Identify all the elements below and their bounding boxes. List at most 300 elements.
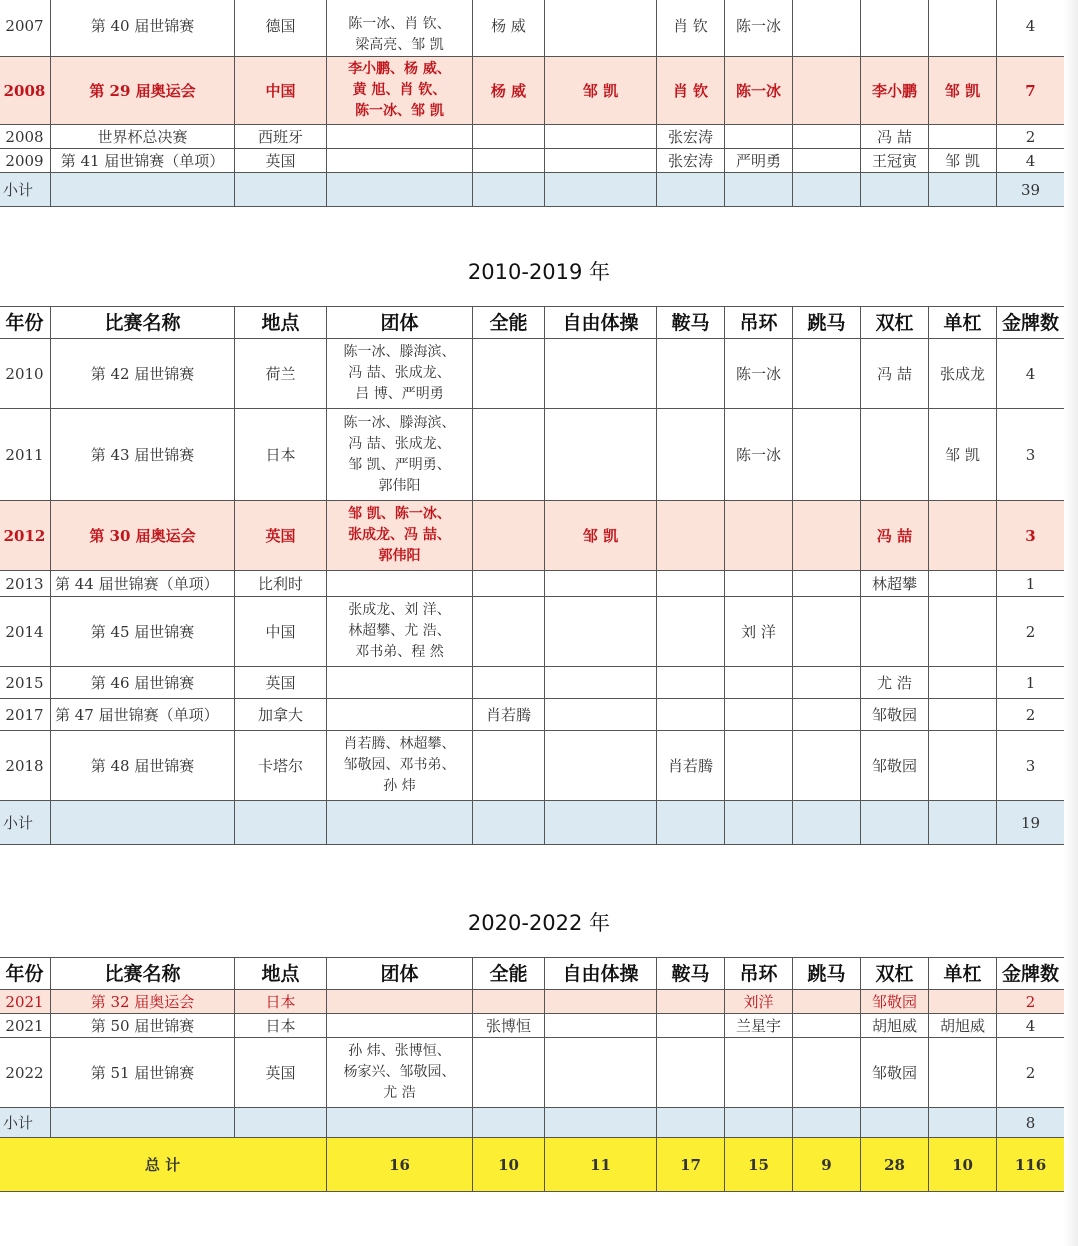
column-header: 团体 xyxy=(327,958,473,990)
table-cell: 2011 xyxy=(0,409,51,501)
table-cell xyxy=(929,699,997,731)
table-cell: 英国 xyxy=(235,501,327,571)
table-cell: 第 48 届世锦赛 xyxy=(51,731,235,801)
table-cell: 加拿大 xyxy=(235,699,327,731)
table-cell: 邹敬园 xyxy=(861,1038,929,1108)
table-cell: 第 46 届世锦赛 xyxy=(51,667,235,699)
team-member-line: 尤 浩 xyxy=(383,1085,416,1101)
column-header: 单杠 xyxy=(929,958,997,990)
table-cell xyxy=(545,699,657,731)
table-cell: 2013 xyxy=(0,571,51,597)
table-row xyxy=(0,699,1065,731)
table-row xyxy=(0,571,1065,597)
table-cell: 林超攀 xyxy=(861,571,929,597)
table-cell: 邹 凯 xyxy=(545,57,657,125)
table-cell: 2 xyxy=(997,1038,1065,1108)
table-cell: 李小鹏 xyxy=(861,57,929,125)
team-member-line: 张成龙、刘 洋、 xyxy=(348,602,451,618)
table-cell xyxy=(327,339,473,409)
table-cell xyxy=(545,571,657,597)
table-cell: 2010 xyxy=(0,339,51,409)
table-cell: 世界杯总决赛 xyxy=(51,125,235,149)
table-cell: 2017 xyxy=(0,699,51,731)
table-cell xyxy=(327,501,473,571)
table-cell: 第 50 届世锦赛 xyxy=(51,1014,235,1038)
table-cell: 陈一冰 xyxy=(725,339,793,409)
team-member-line: 杨家兴、邹敬园、 xyxy=(343,1064,456,1080)
team-member-line: 陈一冰、滕海滨、 xyxy=(343,344,456,360)
team-member-line: 邹敬园、邓书弟、 xyxy=(343,757,456,773)
table-cell: 兰星宇 xyxy=(725,1014,793,1038)
table-cell xyxy=(929,667,997,699)
table-cell xyxy=(793,1014,861,1038)
table-cell xyxy=(235,1108,327,1138)
column-header: 金牌数 xyxy=(997,307,1065,339)
table-cell xyxy=(929,1108,997,1138)
table-cell: 10 xyxy=(929,1138,997,1192)
table-cell xyxy=(793,339,861,409)
column-header: 自由体操 xyxy=(545,307,657,339)
column-header: 地点 xyxy=(235,958,327,990)
table-cell xyxy=(725,571,793,597)
table-cell xyxy=(725,501,793,571)
table-cell xyxy=(545,1014,657,1038)
table-cell xyxy=(725,699,793,731)
table-cell: 2022 xyxy=(0,1038,51,1108)
table-cell: 2021 xyxy=(0,990,51,1014)
table-cell xyxy=(473,667,545,699)
table-cell: 116 xyxy=(997,1138,1065,1192)
table-cell: 陈一冰 xyxy=(725,57,793,125)
table-row-olympic xyxy=(0,990,1065,1014)
table-cell: 2 xyxy=(997,699,1065,731)
table-cell: 7 xyxy=(997,57,1065,125)
table-cell xyxy=(473,1038,545,1108)
table-cell: 杨 威 xyxy=(473,57,545,125)
column-header: 比赛名称 xyxy=(51,958,235,990)
table-cell xyxy=(861,0,929,57)
table-cell xyxy=(861,1108,929,1138)
table-cell xyxy=(793,409,861,501)
table-cell xyxy=(473,731,545,801)
table-cell xyxy=(929,801,997,845)
table-cell: 西班牙 xyxy=(235,125,327,149)
medal-table-2010s xyxy=(0,306,1065,845)
table-cell xyxy=(657,1038,725,1108)
table-cell: 2009 xyxy=(0,149,51,173)
column-header: 年份 xyxy=(0,307,51,339)
team-member-line: 邹 凯、陈一冰、 xyxy=(348,506,451,522)
grand-total-label: 总 计 xyxy=(0,1138,327,1192)
table-cell xyxy=(657,597,725,667)
table-cell: 4 xyxy=(997,339,1065,409)
table-cell xyxy=(793,1038,861,1108)
table-cell: 中国 xyxy=(235,57,327,125)
table-cell: 王冠寅 xyxy=(861,149,929,173)
table-cell: 第 42 届世锦赛 xyxy=(51,339,235,409)
table-cell: 2008 xyxy=(0,125,51,149)
medal-table-2000s xyxy=(0,0,1065,207)
table-cell xyxy=(473,501,545,571)
table-cell: 2018 xyxy=(0,731,51,801)
table-cell: 刘 洋 xyxy=(725,597,793,667)
table-cell: 英国 xyxy=(235,667,327,699)
table-cell xyxy=(473,990,545,1014)
table-row xyxy=(0,667,1065,699)
team-member-line: 孙 炜 xyxy=(383,778,416,794)
table-cell: 39 xyxy=(997,173,1065,207)
table-cell xyxy=(327,149,473,173)
table-cell: 9 xyxy=(793,1138,861,1192)
table-cell: 张成龙 xyxy=(929,339,997,409)
table-row xyxy=(0,125,1065,149)
table-cell: 2 xyxy=(997,125,1065,149)
table-cell xyxy=(793,731,861,801)
table-cell xyxy=(793,801,861,845)
table-cell xyxy=(725,667,793,699)
team-member-line: 冯 喆、张成龙、 xyxy=(348,365,451,381)
table-cell: 3 xyxy=(997,731,1065,801)
table-cell xyxy=(929,125,997,149)
table-cell xyxy=(657,339,725,409)
table-cell: 2008 xyxy=(0,57,51,125)
table-cell xyxy=(473,801,545,845)
table-row xyxy=(0,409,1065,501)
table-cell xyxy=(545,667,657,699)
table-cell: 3 xyxy=(997,409,1065,501)
table-cell xyxy=(545,0,657,57)
table-cell xyxy=(473,339,545,409)
table-row xyxy=(0,597,1065,667)
team-member-line: 陈一冰、肖 钦、 xyxy=(348,16,451,32)
table-cell xyxy=(929,597,997,667)
table-cell: 肖 钦 xyxy=(657,57,725,125)
table-cell: 杨 威 xyxy=(473,0,545,57)
table-cell xyxy=(473,597,545,667)
table-cell: 2015 xyxy=(0,667,51,699)
team-member-line: 郭伟阳 xyxy=(378,548,421,564)
table-cell xyxy=(725,1038,793,1108)
table-cell xyxy=(861,173,929,207)
table-cell: 陈一冰 xyxy=(725,409,793,501)
table-cell: 2007 xyxy=(0,0,51,57)
table-cell xyxy=(235,801,327,845)
section-heading-2010s: 2010-2019 年 xyxy=(467,260,611,284)
column-header: 年份 xyxy=(0,958,51,990)
table-cell xyxy=(929,1038,997,1108)
table-cell xyxy=(327,731,473,801)
table-cell xyxy=(657,1108,725,1138)
table-cell xyxy=(657,501,725,571)
table-cell xyxy=(473,571,545,597)
team-member-line: 李小鹏、杨 威、 xyxy=(348,61,451,77)
table-cell xyxy=(473,125,545,149)
table-row-olympic xyxy=(0,57,1065,125)
table-cell: 邹敬园 xyxy=(861,699,929,731)
table-cell: 3 xyxy=(997,501,1065,571)
table-cell xyxy=(929,990,997,1014)
table-cell: 张博恒 xyxy=(473,1014,545,1038)
table-cell xyxy=(327,1038,473,1108)
table-cell xyxy=(545,990,657,1014)
table-cell xyxy=(473,409,545,501)
team-member-line: 邹 凯、严明勇、 xyxy=(348,456,451,473)
table-cell: 1 xyxy=(997,667,1065,699)
table-cell xyxy=(725,1108,793,1138)
column-header: 全能 xyxy=(473,958,545,990)
table-cell xyxy=(657,699,725,731)
table-row xyxy=(0,1014,1065,1038)
table-cell xyxy=(793,0,861,57)
table-cell: 2014 xyxy=(0,597,51,667)
table-row-olympic xyxy=(0,501,1065,571)
table-cell xyxy=(545,597,657,667)
table-cell: 比利时 xyxy=(235,571,327,597)
table-cell xyxy=(51,1108,235,1138)
table-cell: 日本 xyxy=(235,409,327,501)
column-header: 跳马 xyxy=(793,958,861,990)
table-cell xyxy=(725,125,793,149)
column-header: 团体 xyxy=(327,307,473,339)
team-member-line: 张成龙、冯 喆、 xyxy=(348,527,451,543)
team-member-line: 邓书弟、程 然 xyxy=(355,644,444,660)
table-header xyxy=(0,307,1065,339)
table-cell: 第 47 届世锦赛（单项） xyxy=(51,699,235,731)
table-cell: 1 xyxy=(997,571,1065,597)
table-cell: 德国 xyxy=(235,0,327,57)
table-cell xyxy=(929,501,997,571)
team-member-line: 黄 旭、肖 钦、 xyxy=(352,82,447,98)
column-header: 全能 xyxy=(473,307,545,339)
table-cell: 4 xyxy=(997,0,1065,57)
table-cell xyxy=(657,801,725,845)
table-cell: 肖 钦 xyxy=(657,0,725,57)
table-cell xyxy=(545,1108,657,1138)
table-cell xyxy=(657,990,725,1014)
table-cell: 第 44 届世锦赛（单项） xyxy=(51,571,235,597)
column-header: 比赛名称 xyxy=(51,307,235,339)
table-cell: 尤 浩 xyxy=(861,667,929,699)
column-header: 金牌数 xyxy=(997,958,1065,990)
table-cell xyxy=(327,990,473,1014)
table-cell xyxy=(861,409,929,501)
table-row xyxy=(0,0,1065,57)
table-cell: 8 xyxy=(997,1108,1065,1138)
team-member-line: 冯 喆、张成龙、 xyxy=(348,435,451,452)
table-cell: 4 xyxy=(997,149,1065,173)
table-cell xyxy=(327,699,473,731)
table-cell: 第 29 届奥运会 xyxy=(51,57,235,125)
table-cell xyxy=(929,0,997,57)
team-member-line: 陈一冰、邹 凯 xyxy=(355,103,444,119)
table-cell: 英国 xyxy=(235,149,327,173)
column-header: 跳马 xyxy=(793,307,861,339)
column-header: 双杠 xyxy=(861,307,929,339)
table-cell: 第 51 届世锦赛 xyxy=(51,1038,235,1108)
table-cell: 小计 xyxy=(0,801,51,845)
table-cell: 第 45 届世锦赛 xyxy=(51,597,235,667)
table-cell xyxy=(793,149,861,173)
column-header: 吊环 xyxy=(725,307,793,339)
column-header: 鞍马 xyxy=(657,958,725,990)
table-cell: 冯 喆 xyxy=(861,501,929,571)
table-cell xyxy=(793,173,861,207)
table-cell xyxy=(545,409,657,501)
table-cell: 第 32 届奥运会 xyxy=(51,990,235,1014)
subtotal-row xyxy=(0,173,1065,207)
table-cell xyxy=(657,571,725,597)
column-header: 鞍马 xyxy=(657,307,725,339)
table-row xyxy=(0,339,1065,409)
table-cell xyxy=(793,667,861,699)
table-cell: 小计 xyxy=(0,1108,51,1138)
table-cell xyxy=(929,173,997,207)
table-cell xyxy=(793,699,861,731)
table-cell xyxy=(545,339,657,409)
table-cell xyxy=(793,597,861,667)
table-cell: 中国 xyxy=(235,597,327,667)
table-cell xyxy=(327,0,473,57)
table-cell: 小计 xyxy=(0,173,51,207)
table-cell xyxy=(327,173,473,207)
table-cell: 邹 凯 xyxy=(929,57,997,125)
table-cell: 28 xyxy=(861,1138,929,1192)
table-cell xyxy=(929,571,997,597)
table-cell: 胡旭威 xyxy=(929,1014,997,1038)
table-cell xyxy=(725,173,793,207)
table-cell: 邹敬园 xyxy=(861,990,929,1014)
table-cell xyxy=(545,149,657,173)
subtotal-row xyxy=(0,1108,1065,1138)
table-cell: 张宏涛 xyxy=(657,125,725,149)
team-member-line: 林超攀、尤 浩、 xyxy=(348,623,451,639)
table-cell: 冯 喆 xyxy=(861,339,929,409)
table-cell: 张宏涛 xyxy=(657,149,725,173)
table-cell xyxy=(793,990,861,1014)
table-cell: 第 43 届世锦赛 xyxy=(51,409,235,501)
table-cell xyxy=(861,801,929,845)
team-member-line: 肖若腾、林超攀、 xyxy=(343,736,456,752)
section-heading-2020s: 2020-2022 年 xyxy=(467,911,611,935)
table-cell: 邹 凯 xyxy=(929,409,997,501)
table-cell xyxy=(51,801,235,845)
table-cell xyxy=(51,173,235,207)
page-edge xyxy=(1064,0,1078,1246)
table-cell: 2 xyxy=(997,990,1065,1014)
table-cell xyxy=(327,667,473,699)
table-cell: 胡旭威 xyxy=(861,1014,929,1038)
team-member-line: 吕 博、严明勇 xyxy=(355,386,444,402)
table-cell xyxy=(545,801,657,845)
table-cell: 第 40 届世锦赛 xyxy=(51,0,235,57)
table-cell: 冯 喆 xyxy=(861,125,929,149)
table-cell: 17 xyxy=(657,1138,725,1192)
column-header: 吊环 xyxy=(725,958,793,990)
column-header: 自由体操 xyxy=(545,958,657,990)
table-row xyxy=(0,149,1065,173)
team-member-line: 郭伟阳 xyxy=(378,477,421,494)
team-member-line: 梁高亮、邹 凯 xyxy=(355,37,444,53)
medal-table-2020s xyxy=(0,957,1065,1192)
table-row xyxy=(0,731,1065,801)
grand-total-row xyxy=(0,1138,1065,1192)
table-cell: 11 xyxy=(545,1138,657,1192)
table-cell xyxy=(793,501,861,571)
table-cell xyxy=(657,173,725,207)
table-cell: 英国 xyxy=(235,1038,327,1108)
table-header xyxy=(0,958,1065,990)
table-cell: 陈一冰 xyxy=(725,0,793,57)
table-cell: 19 xyxy=(997,801,1065,845)
table-cell xyxy=(545,173,657,207)
table-cell xyxy=(657,409,725,501)
table-cell: 2021 xyxy=(0,1014,51,1038)
table-cell xyxy=(725,801,793,845)
table-cell xyxy=(327,1014,473,1038)
table-cell: 邹 凯 xyxy=(929,149,997,173)
table-cell: 肖若腾 xyxy=(657,731,725,801)
table-cell xyxy=(545,731,657,801)
table-cell xyxy=(929,731,997,801)
table-cell xyxy=(327,125,473,149)
table-cell: 日本 xyxy=(235,1014,327,1038)
table-cell: 刘洋 xyxy=(725,990,793,1014)
table-cell xyxy=(725,731,793,801)
column-header: 单杠 xyxy=(929,307,997,339)
table-cell: 卡塔尔 xyxy=(235,731,327,801)
table-cell: 16 xyxy=(327,1138,473,1192)
subtotal-row xyxy=(0,801,1065,845)
table-cell xyxy=(327,571,473,597)
table-cell xyxy=(861,597,929,667)
table-cell: 邹敬园 xyxy=(861,731,929,801)
table-cell xyxy=(473,173,545,207)
table-cell: 4 xyxy=(997,1014,1065,1038)
team-member-line: 孙 炜、张博恒、 xyxy=(348,1043,451,1059)
table-cell: 15 xyxy=(725,1138,793,1192)
table-cell: 荷兰 xyxy=(235,339,327,409)
table-cell: 肖若腾 xyxy=(473,699,545,731)
table-cell xyxy=(545,1038,657,1108)
table-cell: 邹 凯 xyxy=(545,501,657,571)
table-cell: 第 30 届奥运会 xyxy=(51,501,235,571)
column-header: 地点 xyxy=(235,307,327,339)
table-cell xyxy=(327,801,473,845)
table-cell xyxy=(793,1108,861,1138)
table-cell: 第 41 届世锦赛（单项） xyxy=(51,149,235,173)
table-cell xyxy=(545,125,657,149)
column-header: 双杠 xyxy=(861,958,929,990)
table-cell xyxy=(327,1108,473,1138)
table-cell xyxy=(327,57,473,125)
team-member-line: 陈一冰、滕海滨、 xyxy=(343,414,456,431)
table-cell xyxy=(793,125,861,149)
table-cell xyxy=(473,149,545,173)
table-cell: 严明勇 xyxy=(725,149,793,173)
table-cell: 2 xyxy=(997,597,1065,667)
table-cell xyxy=(327,597,473,667)
table-cell xyxy=(793,571,861,597)
table-cell: 日本 xyxy=(235,990,327,1014)
table-cell xyxy=(473,1108,545,1138)
table-cell: 10 xyxy=(473,1138,545,1192)
table-cell xyxy=(327,409,473,501)
table-cell xyxy=(793,57,861,125)
table-row xyxy=(0,1038,1065,1108)
table-cell xyxy=(657,1014,725,1038)
table-cell xyxy=(657,667,725,699)
table-cell xyxy=(235,173,327,207)
